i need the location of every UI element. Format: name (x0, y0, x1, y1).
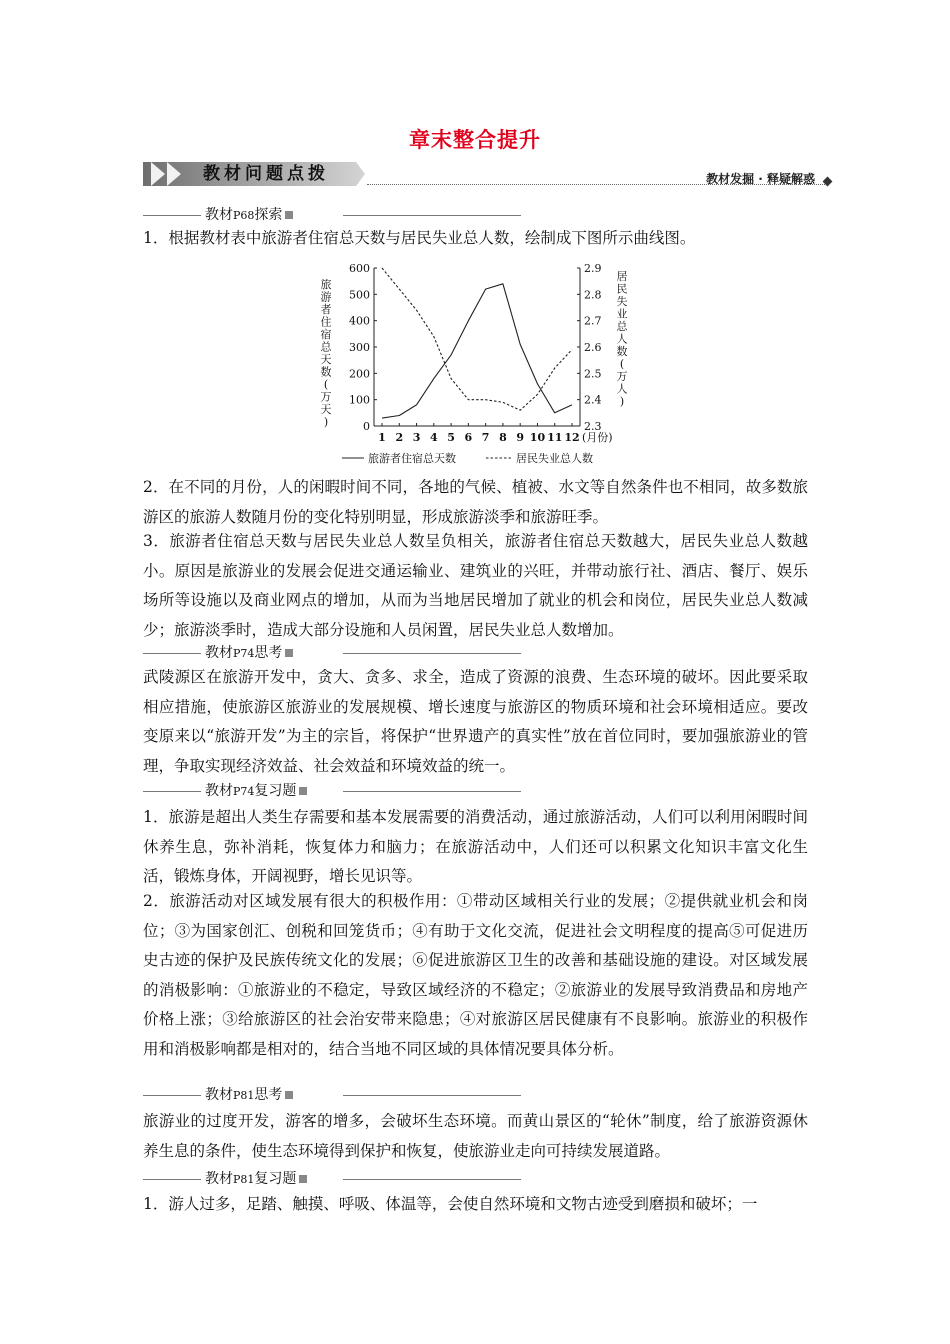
y-axis-title-left-char: ) (323, 415, 329, 429)
y-tick-label-left: 600 (349, 262, 370, 275)
banner-subtitle: 教材发掘 · 释疑解惑 (706, 172, 815, 186)
paragraph: 1．游人过多，足踏、触摸、呼吸、体温等，会使自然环境和文物古迹受到磨损和破坏；一 (143, 1195, 758, 1213)
y-tick-label-right: 2.7 (584, 314, 602, 328)
y-axis-title-right-char: 失 (616, 295, 628, 308)
y-axis-title-right-char: ( (619, 357, 625, 371)
chevron-icon (151, 162, 165, 186)
section-header: 教材P81复习题 (143, 1169, 523, 1189)
square-icon (285, 1091, 293, 1099)
y-tick-label-right: 2.5 (584, 367, 602, 381)
y-axis-title-left-char: 住 (320, 315, 332, 329)
y-axis-title-left-char: 天 (320, 353, 332, 366)
banner-label: 教材问题点拨 (203, 164, 329, 184)
x-tick-label: 12 (564, 431, 580, 444)
y-axis-title-right-char: 总 (616, 320, 628, 333)
paragraph: 1．根据教材表中旅游者住宿总天数与居民失业总人数，绘制成下图所示曲线图。 (143, 229, 696, 247)
y-axis-title-left-char: 天 (320, 403, 332, 416)
x-tick-label: 9 (516, 431, 525, 444)
y-axis-title-right-char: ) (619, 395, 625, 408)
legend-label: 旅游者住宿总天数 (368, 452, 456, 465)
x-tick-label: 6 (464, 431, 473, 444)
y-tick-label-left: 400 (349, 314, 370, 328)
paragraph: 2．在不同的月份，人的闲暇时间不同，各地的气候、植被、水文等自然条件也不相同，故多数旅游区的旅游人数随月份的变化特别明显，形成旅游淡季和旅游旺季。 (143, 478, 808, 526)
x-tick-label: 3 (412, 431, 421, 444)
section-banner (143, 160, 833, 192)
page-title: 章末整合提升 (409, 127, 541, 152)
y-axis-title-right-char: 数 (616, 345, 628, 358)
x-tick-label: 10 (529, 431, 546, 444)
y-tick-label-left: 300 (349, 341, 370, 354)
series-line-unemployed (382, 268, 572, 410)
x-tick-label: 2 (395, 431, 404, 444)
y-tick-label-right: 2.8 (584, 288, 602, 302)
paragraph: 1．旅游是超出人类生存需要和基本发展需要的消费活动，通过旅游活动，人们可以利用闲暇时间休养生息，弥补消耗，恢复体力和脑力；在旅游活动中，人们还可以积累文化知识丰富文化生活，锻炼身体，开阔视野，增长见识等。 (143, 808, 808, 885)
y-axis-title-left-char: 总 (320, 340, 332, 354)
y-axis-title-left-char: ( (323, 378, 329, 391)
paragraph: 2．旅游活动对区域发展有很大的积极作用：①带动区域相关行业的发展；②提供就业机会和岗位；③为国家创汇、创税和回笼货币；④有助于文化交流，促进社会文明程度的提高⑤可促进历史古迹的保护及民族传统文化的发展；⑥促进旅游区卫生的改善和基础设施的建设。对区域发展的消极影响：①旅游业的不稳定，导致区域经济的不稳定；②旅游业的发展导致消费品和房地产价格上涨；③给旅游区的社会治安带来隐患；④对旅游区居民健康有不良影响。旅游业的积极作用和消极影响都是相对的，结合当地不同区域的具体情况要具体分析。 (143, 892, 808, 1058)
square-icon (299, 1175, 307, 1183)
x-tick-label: 1 (378, 431, 386, 444)
y-tick-label-left: 100 (349, 393, 370, 407)
square-icon (299, 787, 307, 795)
y-tick-label-right: 2.6 (584, 341, 602, 354)
paragraph: 3．旅游者住宿总天数与居民失业总人数呈负相关，旅游者住宿总天数越大，居民失业总人数越小。原因是旅游业的发展会促进交通运输业、建筑业的兴旺，并带动旅行社、酒店、餐厅、娱乐场所等设施以及商业网点的增加，从而为当地居民增加了就业的机会和岗位，居民失业总人数减少；旅游淡季时，造成大部分设施和人员闲置，居民失业总人数增加。 (143, 532, 808, 639)
section-header: 教材P74复习题 (143, 781, 523, 801)
y-axis-title-right-char: 业 (616, 307, 628, 321)
y-tick-label-left: 500 (349, 288, 370, 302)
x-tick-label: 5 (447, 431, 455, 444)
series-line-lodging-days (382, 284, 572, 418)
y-tick-label-right: 2.3 (584, 420, 602, 433)
y-axis-title-left-char: 宿 (320, 328, 332, 341)
y-axis-title-left-char: 旅 (320, 278, 332, 291)
x-tick-label: 11 (547, 431, 563, 444)
chevron-icon (167, 162, 181, 186)
square-icon (285, 211, 293, 219)
y-tick-label-right: 2.4 (584, 393, 602, 407)
y-axis-title-right-char: 人 (616, 332, 628, 346)
y-axis-title-left-char: 数 (320, 365, 332, 379)
line-chart (318, 258, 630, 470)
y-tick-label-left: 200 (349, 367, 370, 381)
paragraph: 武陵源区在旅游开发中，贪大、贪多、求全，造成了资源的浪费、生态环境的破坏。因此要采取相应措施，使旅游区旅游业的发展规模、增长速度与旅游区的物质环境和社会环境相适应。要改变原来以“旅游开发”为主的宗旨，将保护“世界遗产的真实性”放在首位同时，要加强旅游业的管理，争取实现经济效益、社会效益和环境效益的统一。 (143, 668, 808, 775)
y-axis-title-left-char: 游 (320, 290, 332, 304)
y-axis-title-right-char: 万 (616, 370, 628, 383)
y-axis-title-left-char: 万 (320, 390, 332, 404)
section-header: 教材P68探索 (143, 205, 523, 225)
y-tick-label-left: 0 (363, 420, 370, 433)
square-icon (285, 649, 293, 657)
x-tick-label: 8 (499, 431, 507, 444)
y-axis-title-right-char: 居 (616, 270, 628, 283)
y-axis-title-right-char: 民 (616, 282, 628, 296)
x-tick-label: 7 (481, 431, 490, 444)
section-header: 教材P74思考 (143, 643, 523, 663)
paragraph: 旅游业的过度开发，游客的增多，会破坏生态环境。而黄山景区的“轮休”制度，给了旅游资源休养生息的条件，使生态环境得到保护和恢复，使旅游业走向可持续发展道路。 (143, 1112, 808, 1160)
legend-label: 居民失业总人数 (516, 452, 593, 465)
y-axis-title-right-char: 人 (616, 382, 628, 396)
x-unit-label: (月份) (582, 431, 613, 444)
x-tick-label: 4 (429, 431, 438, 444)
y-axis-title-left-char: 者 (320, 303, 332, 316)
section-header: 教材P81思考 (143, 1085, 523, 1105)
y-tick-label-right: 2.9 (584, 262, 602, 275)
